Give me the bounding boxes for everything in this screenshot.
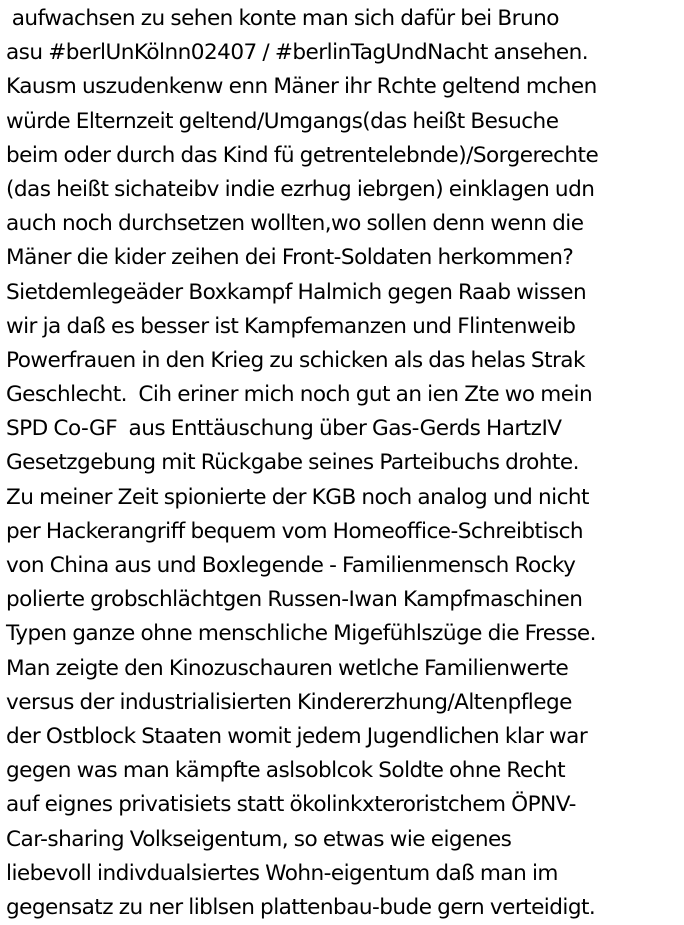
text-line: Kausm uszudenkenw enn Mäner ihr Rchte geltend mchen <box>6 74 597 100</box>
text-line: versus der industrialisierten Kindererzhung/Altenpflege <box>6 689 572 715</box>
text-line: gegensatz zu ner liblsen plattenbau-bude gern verteidigt. <box>6 894 596 920</box>
text-line: Powerfrauen in den Krieg zu schicken als das helas Strak <box>6 347 585 373</box>
text-line: Zu meiner Zeit spionierte der KGB noch analog und nicht <box>6 484 589 510</box>
text-line: Typen ganze ohne menschliche Migefühlszüge die Fresse. <box>6 621 596 647</box>
body-text <box>6 2 682 925</box>
text-line: per Hackerangriff bequem vom Homeoffice-Schreibtisch <box>6 518 584 544</box>
text-line: liebevoll indivdualsiertes Wohn-eigentum daß man im <box>6 860 558 886</box>
text-line: aufwachsen zu sehen konte man sich dafür bei Bruno <box>6 6 559 31</box>
text-line: auf eignes privatisiets statt ökolinkxteroristchem ÖPNV- <box>6 792 576 818</box>
text-line: Car-sharing Volkseigentum, so etwas wie eigenes <box>6 826 512 852</box>
text-line: Geschlecht. Cih eriner mich noch gut an ien Zte wo mein <box>6 382 593 408</box>
text-line: von China aus und Boxlegende - Familienmensch Rocky <box>6 553 576 578</box>
text-line: polierte grobschlächtgen Russen-Iwan Kampfmaschinen <box>6 587 583 613</box>
text-line: wir ja daß es besser ist Kampfemanzen und Flintenweib <box>6 313 576 339</box>
text-line: der Ostblock Staaten womit jedem Jugendlichen klar war <box>6 723 588 749</box>
text-line: würde Elternzeit geltend/Umgangs(das heißt Besuche <box>6 108 559 134</box>
text-line: SPD Co-GF aus Enttäuschung über Gas-Gerds HartzIV <box>6 416 562 442</box>
text-line: asu #berlUnKölnn02407 / #berlinTagUndNacht ansehen. <box>6 40 589 66</box>
text-line: gegen was man kämpfte aslsoblcok Soldte ohne Recht <box>6 758 566 784</box>
text-line: auch noch durchsetzen wollten,wo sollen denn wenn die <box>6 211 584 237</box>
text-line: Sietdemlegeäder Boxkampf Halmich gegen Raab wissen <box>6 279 587 305</box>
text-line: Gesetzgebung mit Rückgabe seines Parteibuchs drohte. <box>6 450 579 476</box>
text-line: beim oder durch das Kind fü getrentelebnde)/Sorgerechte <box>6 142 599 168</box>
text-line: (das heißt sichateibv indie ezrhug iebrgen) einklagen udn <box>6 176 595 202</box>
text-line: Man zeigte den Kinozuschauren wetlche Familienwerte <box>6 655 569 681</box>
text-line: Mäner die kider zeihen dei Front-Soldaten herkommen? <box>6 245 574 271</box>
